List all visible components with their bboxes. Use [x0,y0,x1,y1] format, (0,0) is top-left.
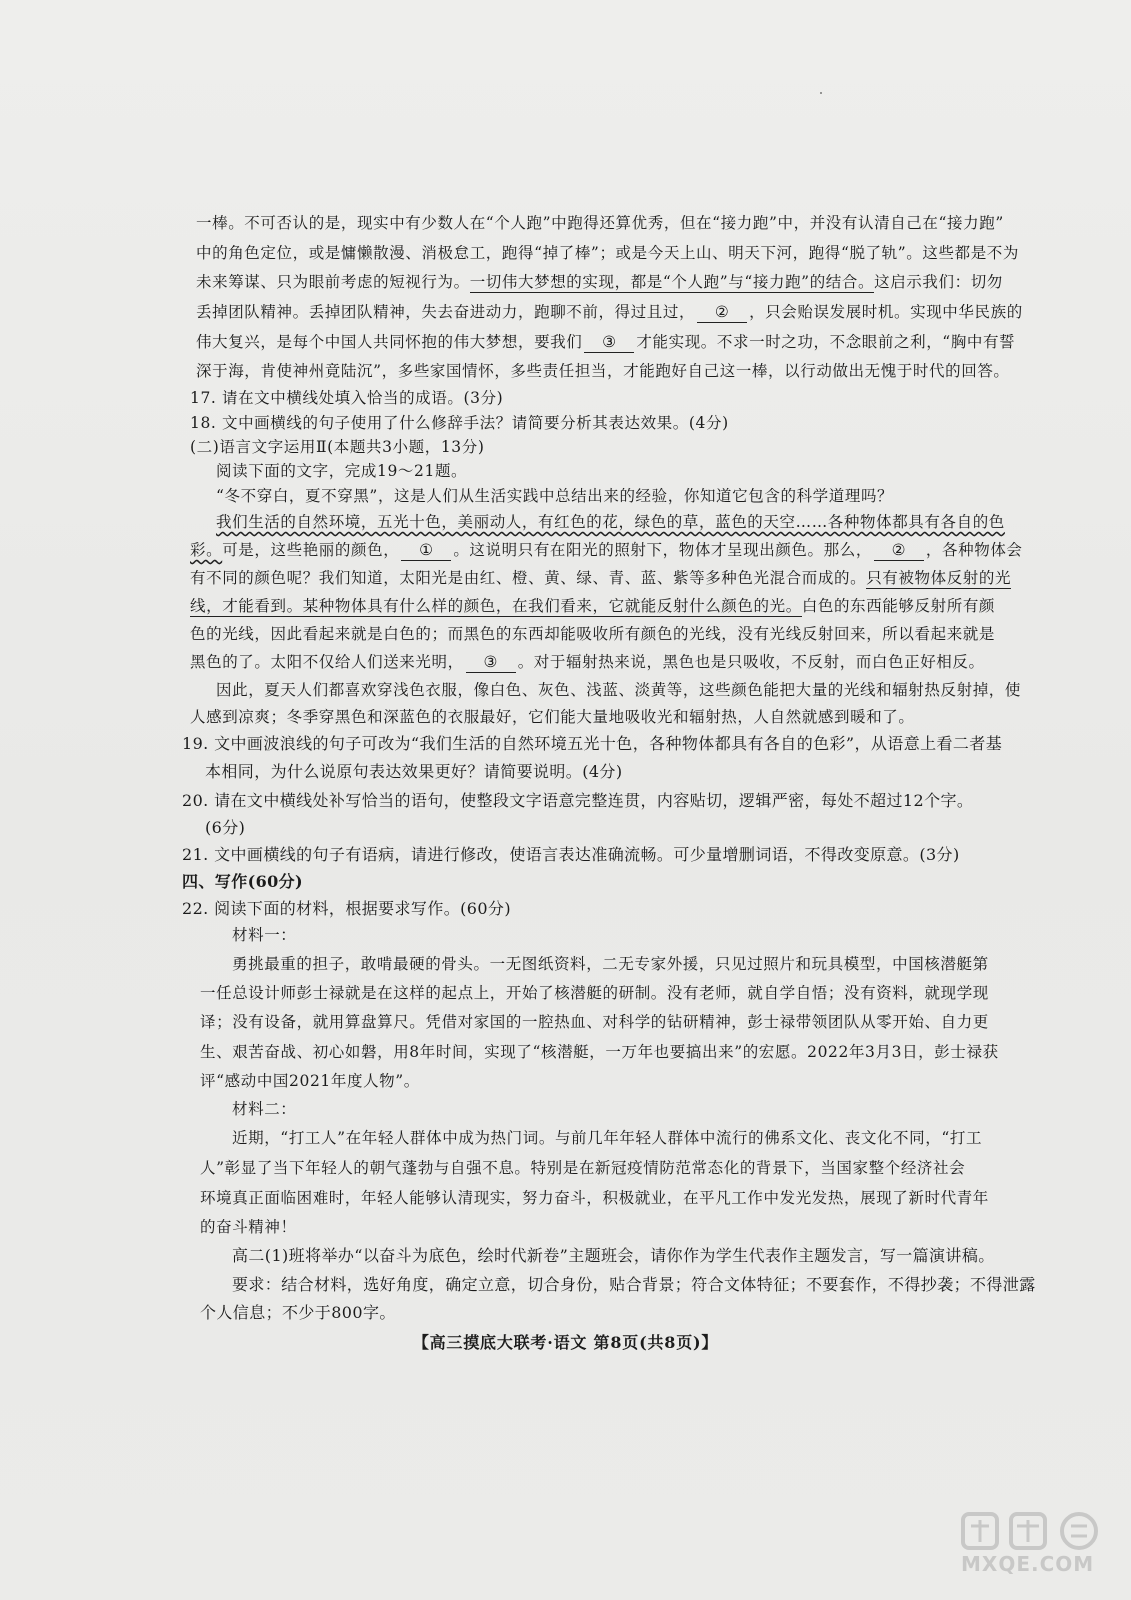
scan-speck [820,92,822,94]
question-20-line2: (6分) [205,818,246,837]
material1-line4: 生、艰苦奋战、初心如磐，用8年时间，实现了“核潜艇，一万年也要搞出来”的宏愿。2022年3月3日，彭士禄获 [200,1043,999,1061]
question-20-line1: 20. 请在文中横线处补写恰当的语句，使整段文字语意完整连贯，内容贴切，逻辑严密，每处不超过12个字。 [182,791,974,810]
section2-para3 [190,568,1011,588]
question-19-line2: 本相同，为什么说原句表达效果更好？请简要说明。(4分) [205,762,623,781]
section2-para5: 色的光线，因此看起来就是白色的；而黑色的东西却能吸收所有颜色的光线，没有光线反射回来，所以看起来就是 [190,625,996,643]
section2-intro: 阅读下面的文字，完成19～21题。 [216,462,468,480]
passage1-line5-a: 伟大复兴，是每个中国人共同怀抱的伟大梦想，要我们 [196,333,583,351]
wavy-sentence-q19-end: 彩。 [190,541,223,559]
blank-q20-2: ② [874,540,924,561]
section2-para2-line1 [216,512,1005,532]
section2-para2-line2 [190,540,1023,561]
section2-para4 [190,596,995,616]
blank-3: ③ [584,332,634,353]
material2-line4: 的奋斗精神！ [200,1218,297,1236]
watermark-text: MXQE.COM [961,1552,1095,1576]
passage1-line2: 中的角色定位，或是慵懒散漫、消极怠工，跑得“掉了棒”；或是今天上山、明天下河，跑得“脱了轨”。这些都是不为 [196,244,1019,262]
material1-line5: 评“感动中国2021年度人物”。 [200,1072,420,1090]
blank-q20-3: ③ [466,652,516,673]
passage1-line4-b: ，只会贻误发展时机。实现中华民族的 [749,303,1023,321]
passage1-line6: 深于海，肯使神州竟陆沉”，多些家国情怀，多些责任担当，才能跑好自己这一棒，以行动做出无愧于时代的回答。 [196,362,1010,380]
material1-line3: 译；没有设备，就用算盘算尺。凭借对家国的一腔热血、对科学的钻研精神，彭士禄带领团队从零开始、自力更 [200,1013,989,1031]
passage1-line4-a: 丢掉团队精神。丢掉团队精神，失去奋进动力，跑聊不前，得过且过， [196,303,696,321]
watermark-logo [955,1508,1105,1578]
section2-para1: “冬不穿白，夏不穿黑”，这是人们从生活实践中总结出来的经验，你知道它包含的科学道理吗？ [216,487,894,505]
section2-para7: 因此，夏天人们都喜欢穿浅色衣服，像白色、灰色、浅蓝、淡黄等，这些颜色能把大量的光线和辐射热反射掉，使 [216,681,1022,699]
task-line1: 高二(1)班将举办“以奋斗为底色，绘时代新卷”主题班会，请你作为学生代表作主题发言，写一篇演讲稿。 [232,1246,995,1265]
task-line2: 要求：结合材料，选好角度，确定立意，切合身份，贴合背景；符合文体特征；不要套作，不得抄袭；不得泄露 [232,1275,1036,1294]
blank-q20-1: ① [401,540,451,561]
material2-title: 材料二： [232,1100,297,1118]
passage1-line3-a: 未来筹谋、只为眼前考虑的短视行为。 [196,273,470,291]
passage1-line1: 一棒。不可否认的是，现实中有少数人在“个人跑”中跑得还算优秀，但在“接力跑”中，并没有认清自己在“接力跑” [196,214,1004,232]
watermark-glyph-icon [955,1508,1105,1552]
passage1-line5 [196,332,1015,353]
material2-line3: 环境真正面临困难时，年轻人能够认清现实，努力奋斗，积极就业，在平凡工作中发光发热，展现了新时代青年 [200,1189,989,1207]
blank-2: ② [697,302,747,323]
section2-title: (二)语言文字运用Ⅱ(本题共3小题，13分) [190,438,485,456]
material1-line1: 勇挑最重的担子，敢啃最硬的骨头。一无图纸资料，二无专家外援，只见过照片和玩具模型，中国核潜艇第 [232,955,989,973]
passage1-line4 [196,302,1023,323]
para6-text: 黑色的了。太阳不仅给人们送来光明， [190,653,464,671]
para2-text: 可是，这些艳丽的颜色， [222,541,400,559]
para4-text: 白色的东西能够反射所有颜 [801,597,996,615]
underlined-sentence-q21-a: 只有被物体反射的光 [866,569,1012,587]
para2-text-3: ，各种物体会 [925,541,1023,559]
section2-para8: 人感到凉爽；冬季穿黑色和深蓝色的衣服最好，它们能大量地吸收光和辐射热，人自然就感到暖和了。 [190,708,915,726]
question-18: 18. 文中画横线的句子使用了什么修辞手法？请简要分析其表达效果。(4分) [190,414,729,432]
para3-text: 有不同的颜色呢？我们知道，太阳光是由红、橙、黄、绿、青、蓝、紫等多种色光混合而成的。 [190,569,867,587]
material2-line2: 人”彰显了当下年轻人的朝气蓬勃与自强不息。特别是在新冠疫情防范常态化的背景下，当国家整个经济社会 [200,1159,966,1177]
question-21: 21. 文中画横线的句子有语病，请进行修改，使语言表达准确流畅。可少量增删词语，不得改变原意。(3分) [182,845,960,864]
task-line3: 个人信息；不少于800字。 [200,1303,396,1322]
para2-text-2: 。这说明只有在阳光的照射下，物体才呈现出颜色。那么， [453,541,872,559]
material1-title: 材料一： [232,926,297,944]
question-17: 17. 请在文中横线处填入恰当的成语。(3分) [190,389,504,407]
passage1-line5-b: 才能实现。不求一时之功，不念眼前之利，“胸中有誓 [636,333,1016,351]
underlined-sentence-q18: 一切伟大梦想的实现，都是“个人跑”与“接力跑”的结合。 [469,273,875,291]
question-19-line1: 19. 文中画波浪线的句子可改为“我们生活的自然环境五光十色，各种物体都具有各自的色彩”，从语意上看二者基 [182,734,1003,753]
wavy-sentence-q19: 我们生活的自然环境，五光十色，美丽动人，有红色的花，绿色的草，蓝色的天空……各种物体都具有各自的色 [216,513,1005,531]
passage1-line3 [196,272,1003,292]
material1-line2: 一任总设计师彭士禄就是在这样的起点上，开始了核潜艇的研制。没有老师，就自学自悟；没有资料，就现学现 [200,984,989,1002]
para6-text-2: 。对于辐射热来说，黑色也是只吸收，不反射，而白色正好相反。 [517,653,985,671]
question-22: 22. 阅读下面的材料，根据要求写作。(60分) [182,899,511,918]
material2-line1: 近期，“打工人”在年轻人群体中成为热门词。与前几年年轻人群体中流行的佛系文化、丧文化不同，“打工 [232,1129,983,1147]
section2-para6 [190,652,985,673]
page-footer: 【高三摸底大联考·语文 第8页(共8页)】 [412,1333,719,1352]
passage1-line3-c: 这启示我们：切勿 [874,273,1003,291]
underlined-sentence-q21-b: 线，才能看到。某种物体具有什么样的颜色，在我们看来，它就能反射什么颜色的光。 [190,597,802,615]
section4-title: 四、写作(60分) [182,872,304,891]
